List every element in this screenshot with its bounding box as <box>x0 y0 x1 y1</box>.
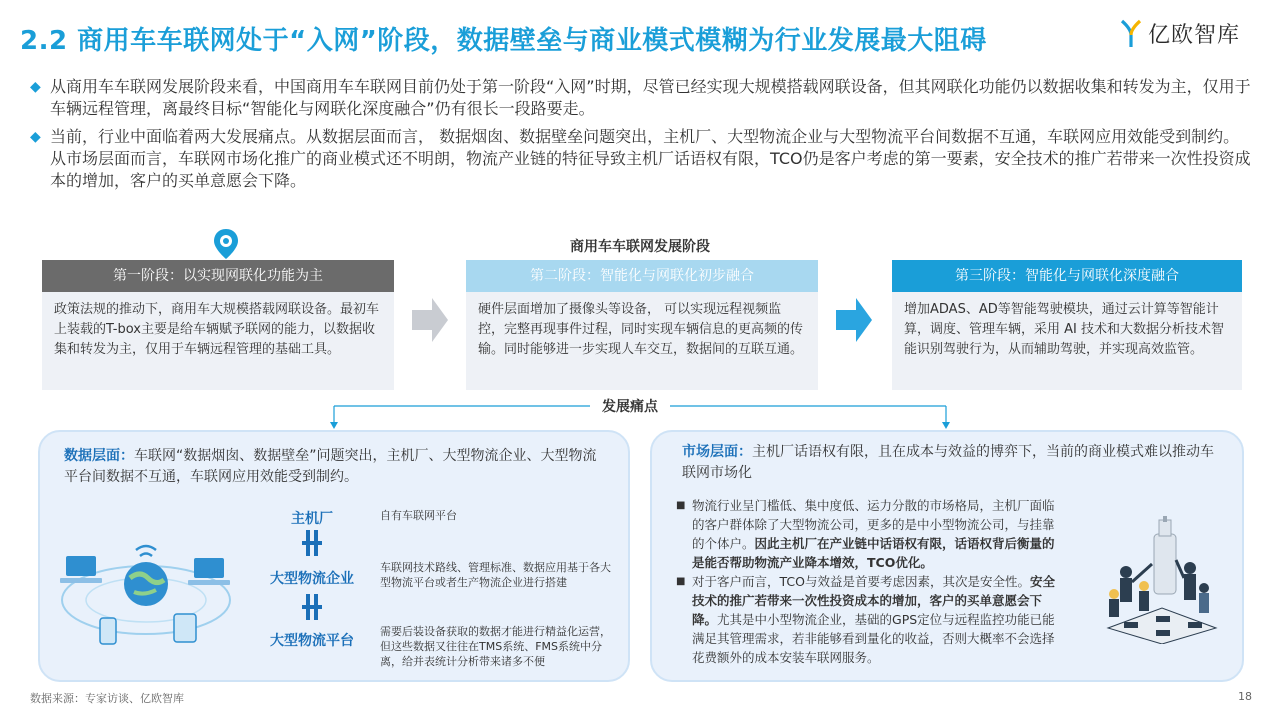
network-illustration <box>56 530 236 648</box>
location-pin-icon <box>212 228 240 260</box>
page-number: 18 <box>1238 690 1252 703</box>
brand-logo-icon <box>1120 19 1142 49</box>
brand-logo-text: 亿欧智库 <box>1148 23 1241 48</box>
diamond-bullet-icon: ◆ <box>30 79 41 95</box>
market-bullet-2-bold: 安全技术的推广若带来一次性投资成本的增加，客户的买单意愿会下降。 <box>692 574 1055 627</box>
market-bullets <box>676 496 1064 667</box>
stage-2-header: 第二阶段：智能化与网联化初步融合 <box>466 260 818 292</box>
link-connector-icon <box>299 594 325 620</box>
market-layer-panel <box>650 430 1244 682</box>
square-bullet-icon: ■ <box>676 576 686 587</box>
node-logistics-enterprise: 大型物流企业 <box>270 571 354 587</box>
page-title: 2.2 商用车车联网处于“入网”阶段，数据壁垒与商业模式模糊为行业发展最大阻碍 <box>20 26 987 56</box>
chess-business-illustration <box>1104 516 1220 644</box>
data-layer-summary <box>64 446 609 488</box>
node-oem: 主机厂 <box>291 511 333 527</box>
node-logistics-platform: 大型物流平台 <box>270 633 354 649</box>
stage-2 <box>466 260 818 390</box>
data-layer-panel <box>38 430 630 682</box>
node-oem-desc: 自有车联网平台 <box>380 509 457 522</box>
intro-bullet-text: 当前，行业中面临着两大发展痛点。从数据层面而言， 数据烟囱、数据壁垒问题突出，主机厂、大型物流企业与大型物流平台间数据不互通，车联网应用效能受到制约。从市场层面而言，车联网市场化推广的商业模式还不明朗，物流产业链的特征导致主机厂话语权有限，TCO仍是客户考虑的第一要素，安全技术的推广若带来一次性投资成本的增加，客户的买单意愿会下降。 <box>50 127 1251 190</box>
market-bullet-text <box>692 496 1064 572</box>
stage-1-header: 第一阶段：以实现网联化功能为主 <box>42 260 394 292</box>
stage-3-header: 第三阶段：智能化与网联化深度融合 <box>892 260 1242 292</box>
market-bullet-text <box>692 572 1064 667</box>
market-bullet <box>676 572 1064 667</box>
intro-bullets <box>30 76 1255 198</box>
market-bullet-1-bold: 因此主机厂在产业链中话语权有限，话语权背后衡量的是能否帮助物流产业降本增效，TCO优化。 <box>692 536 1055 570</box>
arrow-right-icon <box>412 298 448 342</box>
stage-1-body: 政策法规的推动下，商用车大规模搭载网联设备。最初车上装载的T-box主要是给车辆赋予联网的能力，以数据收集和转发为主，仅用于车辆远程管理的基础工具。 <box>42 292 394 390</box>
arrow-right-icon <box>836 298 872 342</box>
data-layer-text: 车联网“数据烟囱、数据壁垒”问题突出，主机厂、大型物流企业、大型物流平台间数据不互通，车联网应用效能受到制约。 <box>64 448 597 485</box>
intro-bullet <box>30 126 1255 192</box>
link-connector-icon <box>299 530 325 556</box>
pain-points-label: 发展痛点 <box>590 396 670 416</box>
node-logistics-enterprise-desc: 车联网技术路线、管理标准、数据应用基于各大型物流平台或者生产物流企业进行搭建 <box>380 561 611 589</box>
market-layer-lead: 市场层面： <box>682 444 752 460</box>
intro-bullet <box>30 76 1255 120</box>
brand-logo <box>1120 18 1240 49</box>
market-bullet-1-plain: 物流行业呈门槛低、集中度低、运力分散的市场格局，主机厂面临的客户群体除了大型物流公司，更多的是中小型物流公司，与挂靠的个体户。 <box>692 498 1055 551</box>
stage-3 <box>892 260 1242 390</box>
intro-bullet-text: 从商用车车联网发展阶段来看，中国商用车车联网目前仍处于第一阶段“入网”时期，尽管已经实现大规模搭载网联设备，但其网联化功能仍以数据收集和转发为主，仅用于车辆远程管理，离最终目标“智能化与网联化深度融合”仍有很长一段路要走。 <box>50 77 1251 118</box>
market-bullet-2-plain-tail: 尤其是中小型物流企业，基础的GPS定位与远程监控功能已能满足其管理需求，若非能够看到量化的收益，否则大概率不会选择花费额外的成本安装车联网服务。 <box>692 612 1055 665</box>
diamond-bullet-icon: ◆ <box>30 129 41 145</box>
data-layer-lead: 数据层面： <box>64 448 134 464</box>
stage-2-body: 硬件层面增加了摄像头等设备， 可以实现远程视频监控，完整再现事件过程，同时实现车辆信息的更高频的传输。同时能够进一步实现人车交互，数据间的互联互通。 <box>466 292 818 390</box>
stages-title: 商用车车联网发展阶段 <box>570 239 710 255</box>
market-bullet <box>676 496 1064 572</box>
market-layer-text: 主机厂话语权有限，且在成本与效益的博弈下，当前的商业模式难以推动车联网市场化 <box>682 444 1214 481</box>
stage-3-body: 增加ADAS、AD等智能驾驶模块，通过云计算等智能计算，调度、管理车辆，采用 AI 技术和大数据分析技术智能识别驾驶行为，从而辅助驾驶，并实现高效监管。 <box>892 292 1242 390</box>
footer-source: 数据来源：专家访谈、亿欧智库 <box>30 692 184 705</box>
square-bullet-icon: ■ <box>676 500 686 511</box>
market-layer-summary <box>682 442 1222 484</box>
stage-1 <box>42 260 394 390</box>
market-bullet-2-plain: 对于客户而言，TCO与效益是首要考虑因素，其次是安全性。 <box>692 574 1030 589</box>
node-logistics-platform-desc: 需要后装设备获取的数据才能进行精益化运营，但这些数据又往往在TMS系统、FMS系统中分离，给并表统计分析带来诸多不便 <box>380 625 611 668</box>
